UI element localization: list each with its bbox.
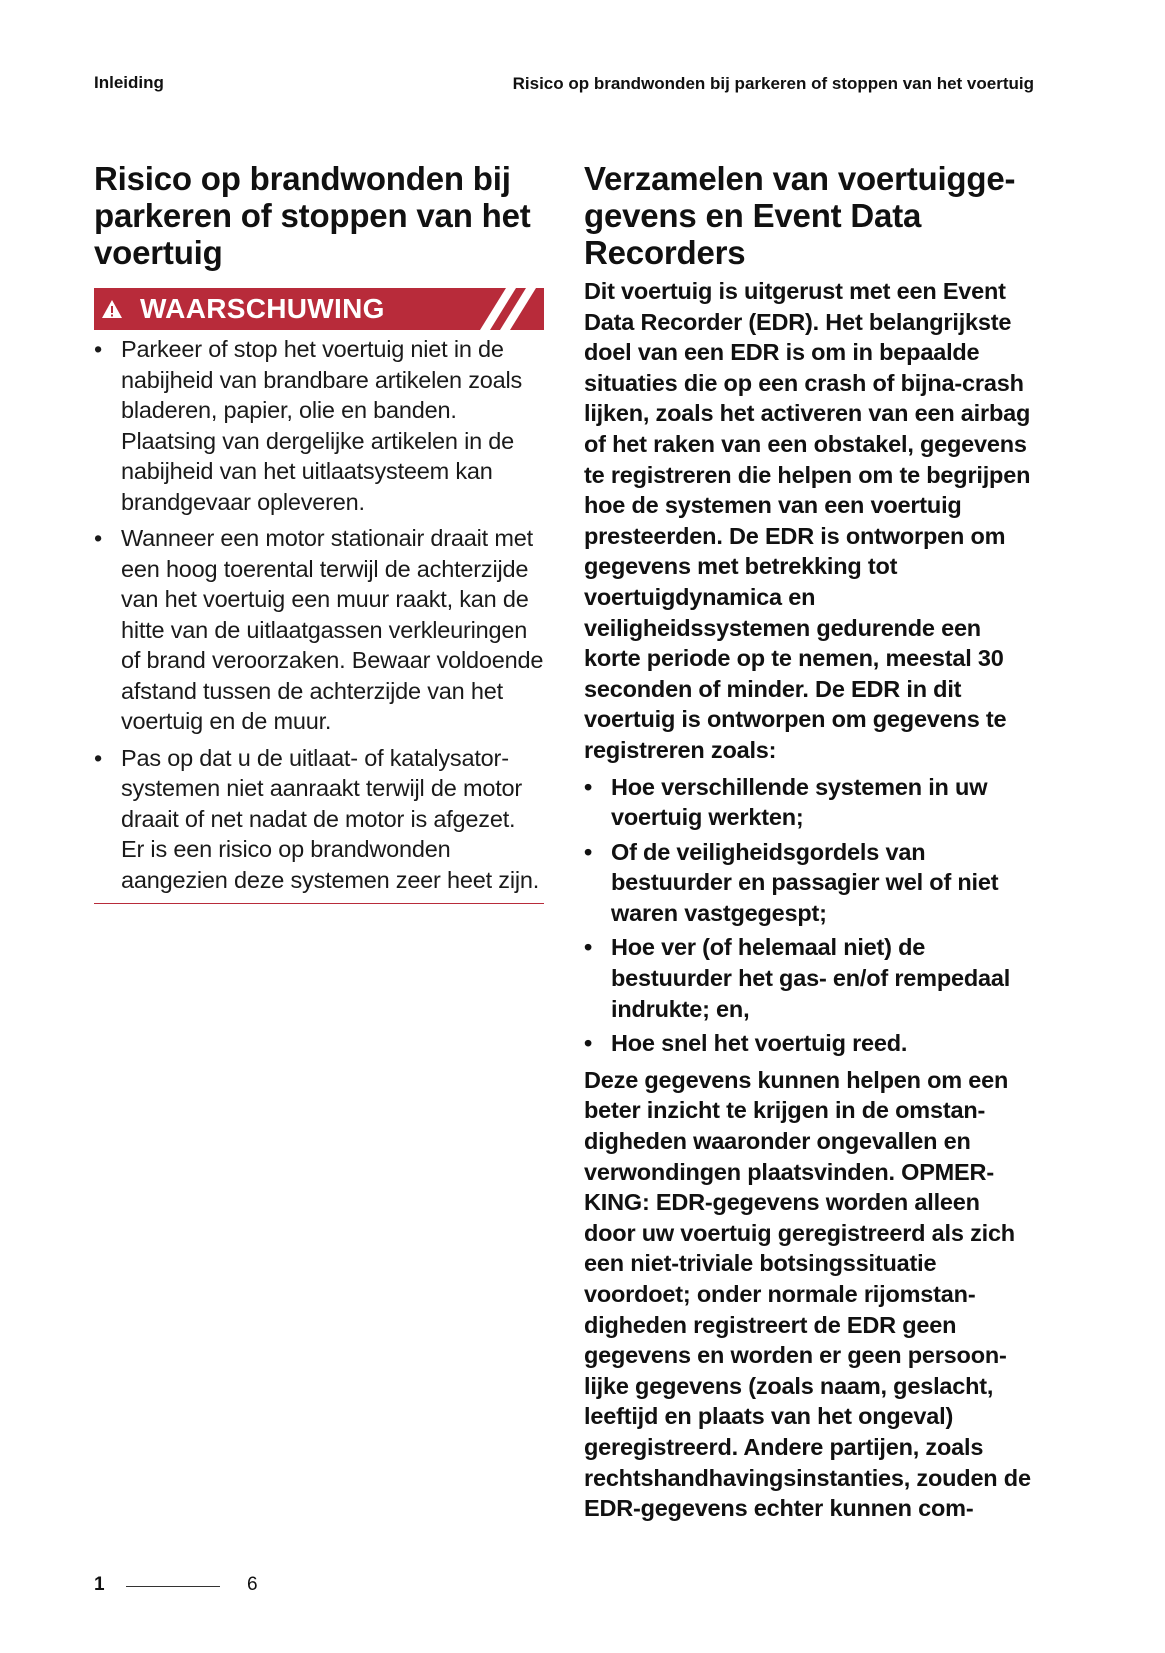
running-header-section: Risico op brandwonden bij parkeren of stoppen van het voertuig: [512, 74, 1034, 93]
section-title-edr: Verzamelen van voertuiggegevens en Event Data Recorders: [584, 160, 1016, 271]
warning-triangle-icon: [101, 299, 123, 319]
warning-banner: [94, 288, 544, 330]
left-column: [94, 160, 544, 904]
hazard-stripes-icon: [454, 288, 544, 330]
warning-list: [94, 334, 544, 895]
footer-divider: [126, 1586, 220, 1587]
footer-page-number: 6: [247, 1574, 258, 1595]
right-column: [584, 160, 1034, 1524]
list-item: • Hoe snel het voertuig reed.: [584, 1030, 908, 1057]
warning-label: WAARSCHUWING: [140, 293, 385, 324]
list-item: • Pas op dat u de uitlaat- of katalysatorsystemen niet aanraakt terwijl de motor draait of net nadat de motor is afgezet. Er is een risico op brandwonden aangezien deze systemen zeer heet zijn.: [94, 744, 540, 893]
edr-outro-paragraph: Deze gegevens kunnen helpen om een beter inzicht te krijgen in de omstandigheden waaronder ongevallen en verwondingen plaatsvinden. OPMERKING: EDR-gegevens worden alleen door uw voertuig geregistreerd als zich een niet-triviale botsingssituatie voordoet; onder normale rijomstandigheden registreert de EDR geen gegevens en worden er geen persoonlijke gegevens (zoals naam, geslacht, leeftijd en plaats van het ongeval) geregistreerd. Andere partijen, zoals rechtshandhavingsinstanties, zouden de EDR-gegevens echter kunnen com-: [584, 1066, 1031, 1522]
list-item: • Hoe verschillende systemen in uw voertuig werkten;: [584, 773, 988, 831]
list-item: • Hoe ver (of helemaal niet) de bestuurder het gas- en/of rempedaal indrukte; en,: [584, 934, 1011, 1022]
list-item: • Of de veiligheidsgordels van bestuurder en passagier wel of niet waren vastgegespt;: [584, 838, 999, 926]
edr-data-list: [584, 772, 1034, 1059]
list-item: • Wanneer een motor stationair draait met een hoog toerental terwijl de achterzijde van het voertuig een muur raakt, kan de hitte van de uitlaatgassen verkleuringen of brand veroorzaken. Bewaar voldoende afstand tussen de achterzijde van het voertuig en de muur.: [94, 525, 544, 734]
section-title-burn-risk: Risico op brandwonden bij parkeren of stoppen van het voertuig: [94, 160, 531, 271]
edr-intro-paragraph: Dit voertuig is uitgerust met een Event Data Recorder (EDR). Het belangrijkste doel van een EDR is om in bepaalde situaties die op een crash of bijna-crash lijken, zoals het activeren van een airbag of het raken van een obstakel, gegevens te registreren die helpen om te begrijpen hoe de systemen van een voertuig presteerden. De EDR is ontworpen om gegevens met betrekking tot voertuigdynamica en veiligheidssystemen gedurende een korte periode op te nemen, meestal 30 seconden of minder. De EDR in dit voertuig is ontworpen om gegevens te registreren zoals:: [584, 278, 1031, 763]
running-header-chapter: Inleiding: [94, 73, 164, 92]
footer-chapter-number: 1: [94, 1574, 105, 1595]
warning-end-divider: [94, 903, 544, 904]
list-item: • Parkeer of stop het voertuig niet in de nabijheid van brandbare artikelen zoals bladeren, papier, olie en banden. Plaatsing van dergelijke artikelen in de nabijheid van het uitlaatsysteem kan brandgevaar opleveren.: [94, 336, 523, 515]
